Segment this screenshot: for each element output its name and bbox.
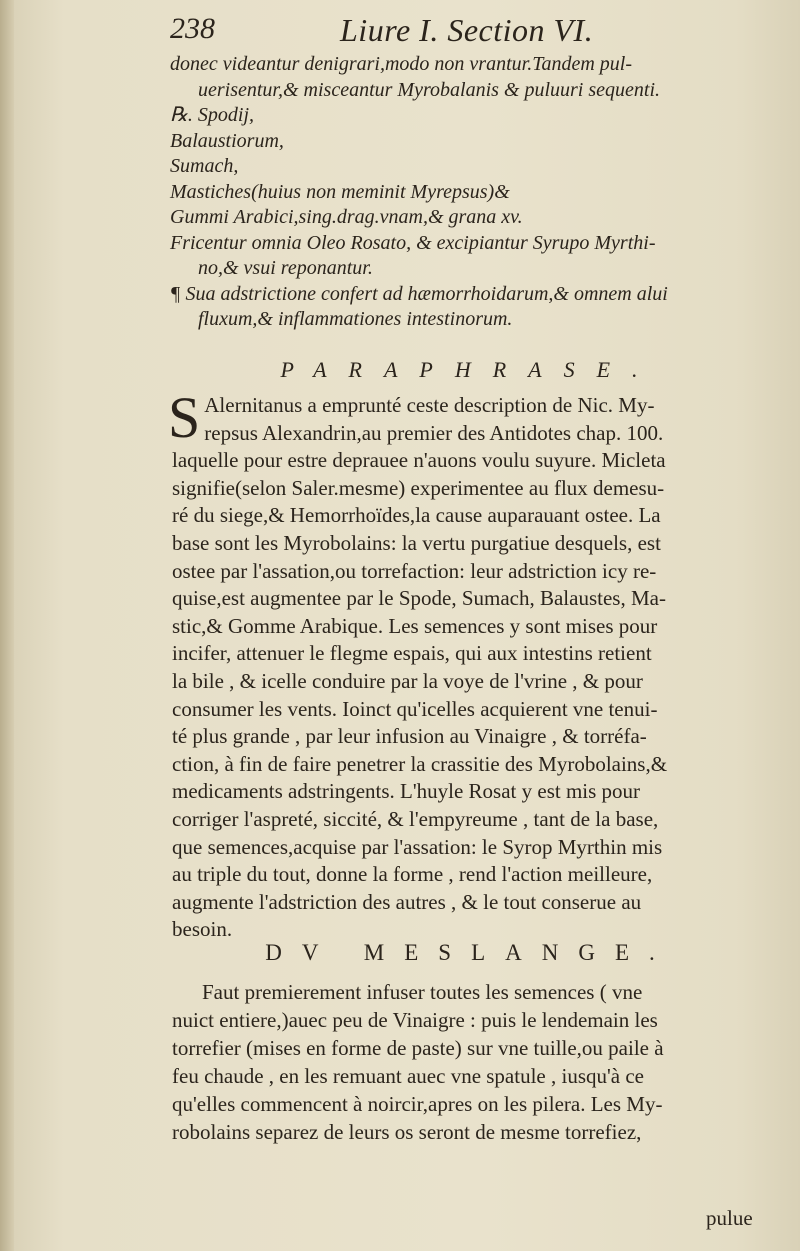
paraphrase-line: medicaments adstringents. L'huyle Rosat y est mis pour [172, 779, 641, 804]
latin-line: Fricentur omnia Oleo Rosato, & excipiantur Syrupo Myrthi- [170, 231, 656, 254]
latin-line: ℞. Spodij, [170, 104, 255, 126]
paraphrase-body [168, 385, 772, 944]
paraphrase-line: repsus Alexandrin,au premier des Antidotes chap. 100. [204, 420, 664, 445]
drop-cap: S [168, 385, 201, 450]
paraphrase-line: besoin. [172, 917, 233, 942]
paraphrase-line: stic,& Gomme Arabique. Les semences y sont mises pour [172, 613, 658, 638]
meslange-line: feu chaude , en les remuant auec vne spatule , iusqu'à ce [172, 1064, 644, 1088]
latin-line: Sumach, [170, 155, 239, 177]
latin-recipe [170, 52, 780, 333]
paraphrase-line: laquelle pour estre deprauee n'auons voulu suyure. Micleta [172, 448, 666, 473]
paraphrase-line: au triple du tout, donne la forme , rend l'action meilleure, [172, 862, 653, 887]
latin-line: ¶ Sua adstrictione confert ad hæmorrhoidarum,& omnem alui [170, 282, 668, 305]
paraphrase-line: signifie(selon Saler.mesme) experimentee au flux demesu- [172, 475, 665, 500]
latin-line: Mastiches(huius non meminit Myrepsus)& [170, 180, 510, 203]
page-header [170, 12, 770, 52]
paraphrase-line: Alernitanus a emprunté ceste description de Nic. My- [204, 393, 655, 417]
running-head: Liure I. Section VI. [340, 12, 594, 48]
paraphrase-line: consumer les vents. Ioinct qu'icelles acquierent vne tenui- [172, 696, 658, 721]
page-gutter [0, 0, 14, 1251]
paraphrase-line: base sont les Myrobolains: la vertu purgatiue desquels, est [172, 530, 661, 555]
meslange-line: qu'elles commencent à noircir,apres on les pilera. Les My- [172, 1092, 663, 1116]
paraphrase-line: la bile , & icelle conduire par la voye de l'vrine , & pour [172, 668, 643, 693]
meslange-line: robolains separez de leurs os seront de mesme torrefiez, [172, 1120, 642, 1144]
paraphrase-line: ré du siege,& Hemorrhoïdes,la cause auparauant ostee. La [172, 503, 661, 528]
latin-line: fluxum,& inflammationes intestinorum. [198, 308, 513, 330]
paraphrase-line: ostee par l'assation,ou torrefaction: leur adstriction icy re- [172, 558, 657, 583]
catchword: pulue [706, 1206, 753, 1230]
page-number: 238 [170, 12, 215, 45]
meslange-body [172, 978, 772, 1146]
meslange-line: torrefier (mises en forme de paste) sur vne tuille,ou paile à [172, 1036, 664, 1060]
meslange-line: nuict entiere,)auec peu de Vinaigre : puis le lendemain les [172, 1008, 658, 1032]
paraphrase-line: corriger l'aspreté, siccité, & l'empyreume , tant de la base, [172, 806, 659, 831]
latin-line: Gummi Arabici,sing.drag.vnam,& grana xv. [170, 206, 523, 228]
paraphrase-line: ction, à fin de faire penetrer la crassitie des Myrobolains,& [172, 751, 668, 776]
meslange-heading: DV MESLANGE. [265, 940, 675, 965]
latin-line: donec videantur denigrari,modo non vrantur.Tandem pul- [170, 53, 633, 75]
paraphrase-line: té plus grande , par leur infusion au Vinaigre , & torréfa- [172, 724, 647, 749]
meslange-line: Faut premierement infuser toutes les semences ( vne [202, 980, 643, 1004]
latin-line: Balaustiorum, [170, 129, 284, 152]
paraphrase-line: augmente l'adstriction des autres , & le tout conserue au [172, 889, 642, 914]
paraphrase-line: incifer, attenuer le flegme espais, qui aux intestins retient [172, 641, 652, 666]
paraphrase-line: quise,est augmentee par le Spode, Sumach, Balaustes, Ma- [172, 586, 666, 611]
latin-line: no,& vsui reponantur. [198, 257, 373, 279]
latin-line: uerisentur,& misceantur Myrobalanis & puluuri sequenti. [198, 78, 661, 101]
paraphrase-heading: PARAPHRASE. [280, 357, 660, 382]
paraphrase-line: que semences,acquise par l'assation: le Syrop Myrthin mis [172, 834, 663, 859]
